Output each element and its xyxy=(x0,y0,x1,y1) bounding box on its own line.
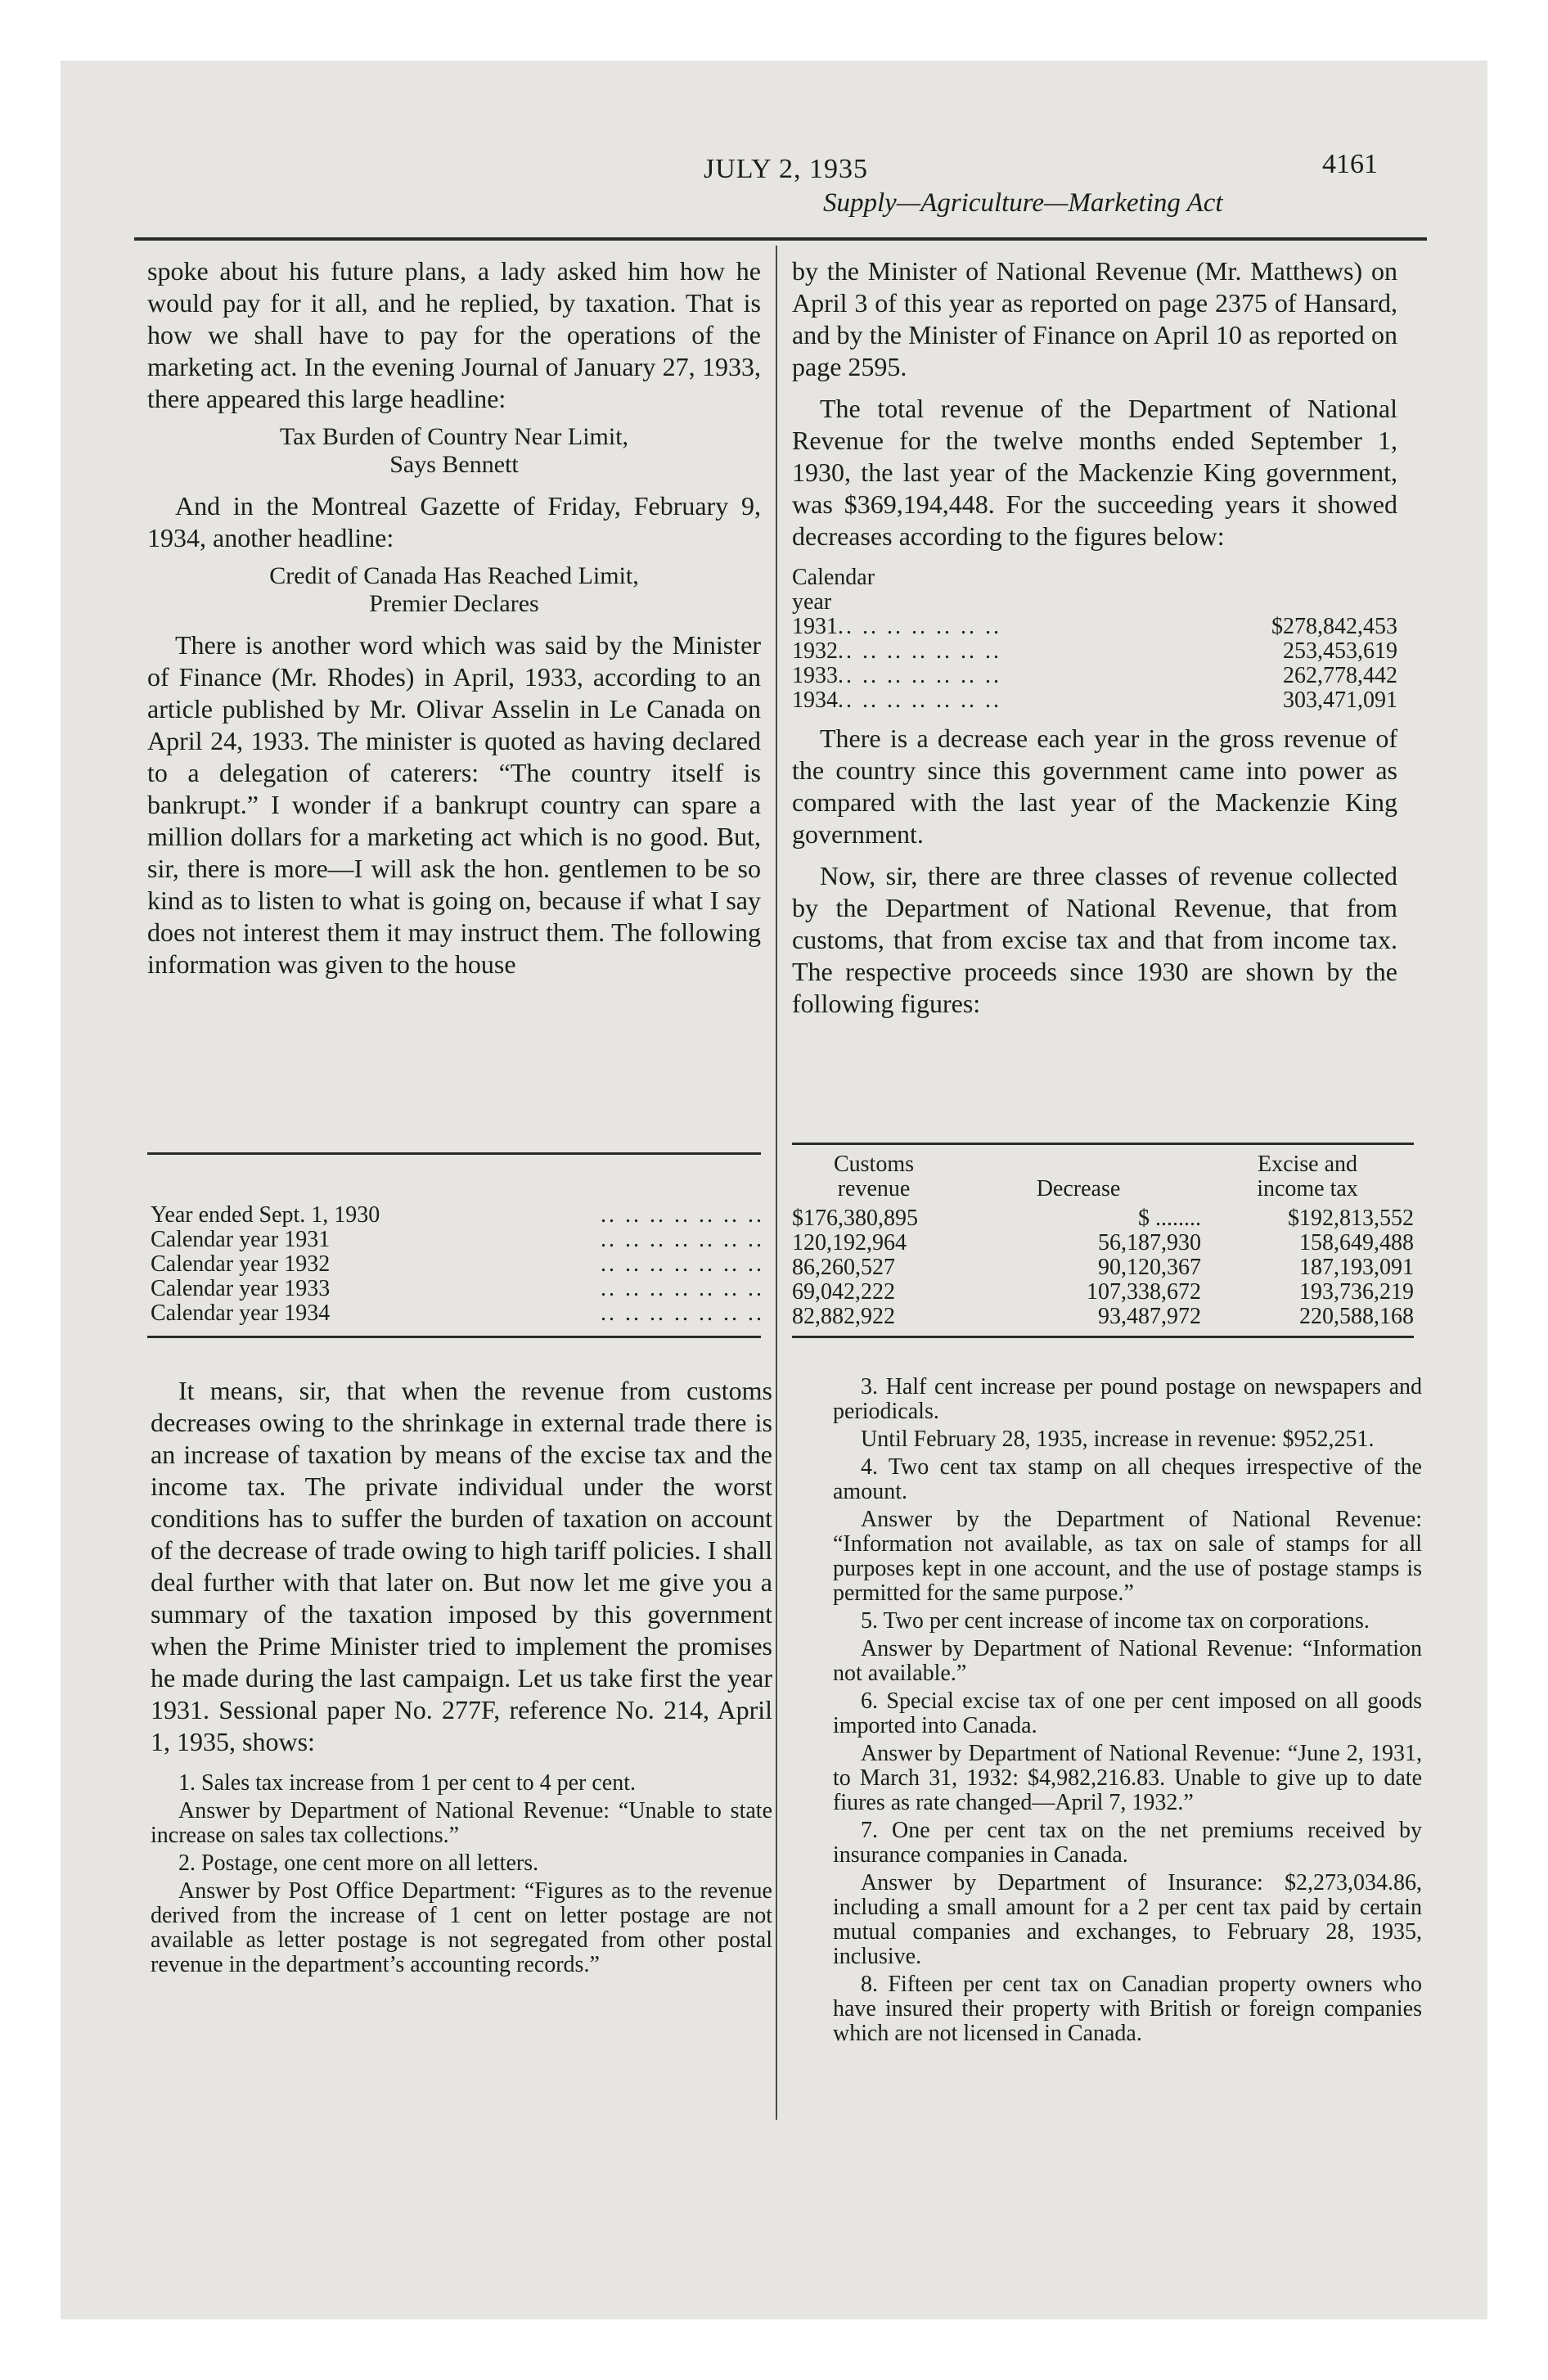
table-cell: 107,338,672 xyxy=(1087,1279,1201,1305)
column-header-excise: income tax xyxy=(1257,1176,1358,1201)
calendar-heading: year xyxy=(792,589,832,615)
dot-leader: .. .. .. .. .. .. .. xyxy=(601,1300,764,1326)
table-rule-top xyxy=(147,1152,761,1155)
column-header-customs: Customs xyxy=(833,1152,915,1177)
paragraph: And in the Montreal Gazette of Friday, February 9, 1934, another headline: xyxy=(147,491,761,552)
table-row xyxy=(792,1255,1414,1280)
dot-leader: .. .. .. .. .. .. .. xyxy=(601,1276,764,1301)
dot-leader: .. .. .. .. .. .. .. xyxy=(838,614,1001,639)
taxation-list xyxy=(151,1771,772,1977)
dot-leader: .. .. .. .. .. .. .. xyxy=(601,1202,764,1228)
calendar-year: 1931 xyxy=(792,614,838,639)
calendar-value: 262,778,442 xyxy=(1283,663,1397,688)
calendar-revenue-list xyxy=(792,566,1397,713)
list-item: 5. Two per cent increase of income tax on corporations. xyxy=(861,1608,1370,1634)
paragraph: spoke about his future plans, a lady asked him how he would pay for it all, and he replied, by taxation. That is how we shall have to pay for the operations of the marketing act. In the evening Journal of January 27, 1933, there appeared this large headline: xyxy=(147,256,761,413)
list-item xyxy=(792,639,1397,664)
list-item-answer: Answer by Department of Insurance: $2,273,034.86, including a small amount for a 2 per cent tax paid by certain mutual companies and exchanges, to February 28, 1935, inclusive. xyxy=(833,1870,1422,1969)
list-item-answer: Answer by Post Office Department: “Figures as to the revenue derived from the increase of 1 cent on letter postage are not available as letter postage is not segregated from other postal revenue in the department’s accounting records.” xyxy=(151,1878,772,1977)
table-cell: 120,192,964 xyxy=(792,1230,907,1255)
paragraph: The total revenue of the Department of National Revenue for the twelve months ended September 1, 1930, the last year of the Mackenzie King government, was $369,194,448. For the succeeding years it showed decreases according to the figures below: xyxy=(792,394,1397,551)
table-row xyxy=(151,1277,764,1301)
calendar-value: 303,471,091 xyxy=(1283,687,1397,713)
quote-line: Tax Burden of Country Near Limit, xyxy=(279,423,629,450)
list-item: 7. One per cent tax on the net premiums received by insurance companies in Canada. xyxy=(833,1818,1422,1868)
header-date: JULY 2, 1935 xyxy=(704,154,868,184)
table-row xyxy=(792,1305,1414,1329)
table-cell: 187,193,091 xyxy=(1299,1255,1414,1280)
column-divider xyxy=(776,246,777,2120)
list-item-answer: Answer by Department of National Revenue: “Unable to state increase on sales tax collections.” xyxy=(151,1798,772,1848)
table-cell: 193,736,219 xyxy=(1299,1279,1414,1305)
table-cell: 69,042,222 xyxy=(792,1279,895,1305)
dot-leader: .. .. .. .. .. .. .. xyxy=(601,1227,764,1252)
table-cell-period: Year ended Sept. 1, 1930 xyxy=(151,1202,380,1228)
table-cell: $176,380,895 xyxy=(792,1206,918,1231)
header-rule xyxy=(134,237,1427,241)
calendar-value: $278,842,453 xyxy=(1271,614,1397,639)
list-item-answer: Answer by the Department of National Revenue: “Information not available, as tax on sale of stamps for all purposes kept in one account, and the use of postage stamps is permitted for the same purpose.” xyxy=(833,1507,1422,1606)
dot-leader: .. .. .. .. .. .. .. xyxy=(838,687,1001,713)
quoted-headline xyxy=(147,423,761,479)
table-row xyxy=(151,1203,764,1228)
list-item xyxy=(792,664,1397,688)
table-cell: 90,120,367 xyxy=(1098,1255,1201,1280)
table-cell: $ ........ xyxy=(1138,1206,1201,1231)
calendar-year: 1933 xyxy=(792,663,838,688)
dot-leader: .. .. .. .. .. .. .. xyxy=(838,663,1001,688)
table-cell-period: Calendar year 1932 xyxy=(151,1251,331,1277)
table-cell-period: Calendar year 1934 xyxy=(151,1300,331,1326)
list-item: 4. Two cent tax stamp on all cheques irrespective of the amount. xyxy=(833,1454,1422,1504)
list-item xyxy=(792,688,1397,713)
paragraph: by the Minister of National Revenue (Mr. Matthews) on April 3 of this year as reported on page 2375 of Hansard, and by the Minister of Finance on April 10 as reported on page 2595. xyxy=(792,256,1397,381)
table-rule-bottom xyxy=(147,1336,761,1338)
paragraph: There is another word which was said by the Minister of Finance (Mr. Rhodes) in April, 1933, according to an article published by Mr. Olivar Asselin in Le Canada on April 24, 1933. The minister is quoted as having declared to a delegation of caterers: “The country itself is bankrupt.” I wonder if a bankrupt country can spare a million dollars for a marketing act which is no good. But, sir, there is more—I will ask the hon. gentlemen to be so kind as to listen to what is going on, because if what I say does not interest them it may instruct them. The following information was given to the house xyxy=(147,630,761,979)
paragraph: It means, sir, that when the revenue from customs decreases owing to the shrinkage in external trade there is an increase of taxation by means of the excise tax and the income tax. The private individual under the worst conditions has to suffer the burden of taxation on account of the decrease of trade owing to high tariff policies. I shall deal further with that later on. But now let me give you a summary of the taxation imposed by this government when the Prime Minister tried to implement the promises he made during the last campaign. Let us take first the year 1931. Sessional paper No. 277F, reference No. 214, April 1, 1935, shows: xyxy=(151,1376,772,1756)
calendar-year: 1934 xyxy=(792,687,838,713)
left-column-top xyxy=(147,255,761,980)
table-cell: $192,813,552 xyxy=(1288,1206,1414,1231)
list-item-answer: Answer by Department of National Revenue: “June 2, 1931, to March 31, 1932: $4,982,216.83. Unable to give up to date fiures as rate changed—April 7, 1932.” xyxy=(833,1741,1422,1815)
table-cell: 158,649,488 xyxy=(1299,1230,1414,1255)
right-column-top xyxy=(792,255,1397,1020)
list-item: 1. Sales tax increase from 1 per cent to 4 per cent. xyxy=(178,1770,637,1796)
table-cell-period: Calendar year 1931 xyxy=(151,1227,331,1252)
table-row xyxy=(792,1280,1414,1305)
table-cell: 86,260,527 xyxy=(792,1255,895,1280)
column-header-customs: revenue xyxy=(837,1176,911,1201)
paragraph: There is a decrease each year in the gross revenue of the country since this government came into power as compared with the last year of the Mackenzie King government. xyxy=(792,723,1397,849)
right-column-bottom xyxy=(833,1375,1422,2046)
table-row xyxy=(151,1301,764,1326)
table-cell: 56,187,930 xyxy=(1098,1230,1201,1255)
table-header xyxy=(792,1152,1414,1201)
revenue-table-periods xyxy=(151,1203,764,1326)
revenue-table-figures xyxy=(792,1146,1414,1329)
table-row xyxy=(792,1206,1414,1231)
quote-line: Says Bennett xyxy=(389,451,519,478)
list-item: 2. Postage, one cent more on all letters. xyxy=(178,1850,539,1876)
left-column-bottom xyxy=(151,1375,772,1977)
list-item xyxy=(792,615,1397,639)
list-item: 6. Special excise tax of one per cent imposed on all goods imported into Canada. xyxy=(833,1688,1422,1738)
column-header-decrease: Decrease xyxy=(1036,1176,1121,1201)
table-cell: 82,882,922 xyxy=(792,1304,895,1329)
table-rule-bottom xyxy=(792,1336,1414,1338)
list-item: 8. Fifteen per cent tax on Canadian property owners who have insured their property with British or foreign companies which are not licensed in Canada. xyxy=(833,1972,1422,2046)
paragraph: Now, sir, there are three classes of revenue collected by the Department of National Revenue, that from customs, that from excise tax and that from income tax. The respective proceeds since 1930 are shown by the following figures: xyxy=(792,861,1397,1018)
list-item: 3. Half cent increase per pound postage on newspapers and periodicals. xyxy=(833,1374,1422,1424)
table-row xyxy=(151,1228,764,1252)
running-head: Supply—Agriculture—Marketing Act xyxy=(823,188,1223,218)
table-cell-period: Calendar year 1933 xyxy=(151,1276,331,1301)
dot-leader: .. .. .. .. .. .. .. xyxy=(601,1251,764,1277)
list-item-answer: Until February 28, 1935, increase in revenue: $952,251. xyxy=(861,1427,1375,1452)
calendar-heading: Calendar xyxy=(792,565,875,590)
calendar-year: 1932 xyxy=(792,638,838,664)
list-item-answer: Answer by Department of National Revenue: “Information not available.” xyxy=(833,1636,1422,1686)
table-rule-top xyxy=(792,1143,1414,1145)
page-number: 4161 xyxy=(1322,149,1378,179)
table-row xyxy=(151,1252,764,1277)
quote-line: Premier Declares xyxy=(369,590,539,617)
table-row xyxy=(792,1231,1414,1255)
table-cell: 220,588,168 xyxy=(1299,1304,1414,1329)
quote-line: Credit of Canada Has Reached Limit, xyxy=(269,562,639,589)
dot-leader: .. .. .. .. .. .. .. xyxy=(838,638,1001,664)
table-cell: 93,487,972 xyxy=(1098,1304,1201,1329)
calendar-value: 253,453,619 xyxy=(1283,638,1397,664)
column-header-excise: Excise and xyxy=(1257,1152,1358,1177)
quoted-headline xyxy=(147,562,761,618)
